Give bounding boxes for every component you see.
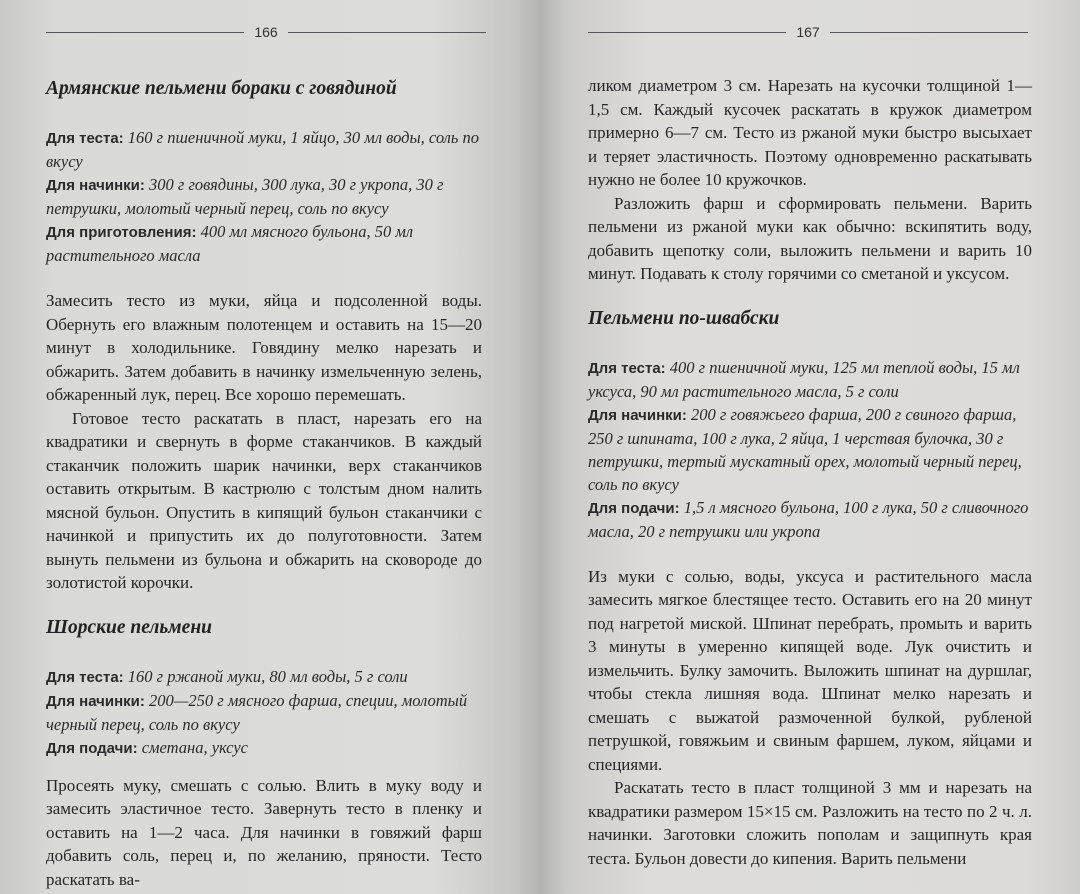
paragraph: Раскатать тесто в пласт толщиной 3 мм и нарезать на квадратики размером 15×15 см. Разложить на тесто по 2 ч. л. начинки. Заготовки сложить пополам и защипнуть края теста. Бульон довести до кипения. Варить пельмени bbox=[588, 778, 1032, 868]
paragraph: Просеять муку, смешать с солью. Влить в муку воду и замесить эластичное тесто. Завернуть тесто в пленку и оставить на 1—2 часа. Для начинки в говяжий фарш добавить соль, перец и, по желанию, пряности. Тесто раскатать ва- bbox=[46, 775, 482, 889]
ingredients-serve bbox=[46, 736, 482, 760]
recipe-title: Шорские пельмени bbox=[46, 616, 212, 638]
ingredients-label: Для начинки: bbox=[588, 406, 687, 424]
spacer bbox=[588, 543, 1032, 565]
header-rule bbox=[288, 32, 486, 33]
ingredients-label: Для теста: bbox=[588, 359, 666, 377]
ingredients-text: 200—250 г мясного фарша, специи, молотый черный перец, соль по вкусу bbox=[46, 690, 468, 734]
ingredients-dough bbox=[46, 665, 482, 689]
ingredients-label: Для теста: bbox=[46, 668, 124, 686]
ingredients-filling bbox=[46, 173, 482, 220]
ingredients-label: Для подачи: bbox=[588, 499, 680, 517]
ingredients-text: 160 г ржаной муки, 80 мл воды, 5 г соли bbox=[127, 666, 408, 686]
ingredients-text: сметана, уксус bbox=[141, 737, 248, 757]
ingredients-text: 200 г говяжьего фарша, 200 г свиного фарша, 250 г шпината, 100 г лука, 2 яйца, 1 черствая булочка, 30 г петрушки, тертый мускатный орех, молотый черный перец, соль по вкусу bbox=[588, 404, 1022, 494]
ingredients-text: 160 г пшеничной муки, 1 яйцо, 30 мл воды, соль по вкусу bbox=[46, 128, 479, 171]
ingredients-label: Для приготовления: bbox=[46, 224, 197, 241]
ingredients-dough bbox=[46, 126, 482, 173]
header-rule bbox=[46, 32, 244, 33]
recipe-title: Армянские пельмени бораки с говядиной bbox=[46, 78, 397, 99]
spacer bbox=[46, 267, 482, 289]
ingredients-text: 1,5 л мясного бульона, 100 г лука, 50 г сливочного масла, 20 г петрушки или укропа bbox=[588, 497, 1029, 541]
header-rule bbox=[588, 32, 786, 33]
ingredients-filling bbox=[46, 689, 482, 736]
ingredients-prep bbox=[46, 220, 482, 267]
spacer bbox=[46, 760, 482, 774]
paragraph: Из муки с солью, воды, уксуса и растительного масла замесить мягкое блестящее тесто. Оставить его на 20 минут под нагретой миской. Шпинат перебрать, промыть и варить 3 минуты в умеренно кипящей воде. Лук очистить и измельчить. Булку замочить. Выложить шпинат на дуршлаг, чтобы стекла лишняя вода. Шпинат мелко нарезать и смешать с выжатой размоченной булкой, рубленой петрушкой, говяжьим и свиным фаршем, луком, яйцами и специями. bbox=[588, 566, 1032, 774]
ingredients-serve bbox=[588, 496, 1032, 543]
right-page-header bbox=[588, 24, 1028, 40]
ingredients-dough bbox=[588, 356, 1032, 403]
ingredients-label: Для теста: bbox=[46, 130, 124, 147]
ingredients-label: Для начинки: bbox=[46, 692, 145, 710]
page-number: 166 bbox=[254, 24, 278, 40]
paragraph: Готовое тесто раскатать в пласт, нарезать его на квадратики и свернуть в форме стаканчиков. В каждый стаканчик положить шарик начинки, верх стаканчиков оставить открытым. В кастрюлю с толстым дном налить мясной бульон. Опустить в кипящий бульон стаканчики с начинкой и припустить их до полуготовности. Затем вынуть пельмени из бульона и обжарить на сковороде до золотистой корочки. bbox=[46, 408, 482, 592]
ingredients-text: 400 г пшеничной муки, 125 мл теплой воды, 15 мл уксуса, 90 мл растительного масла, 5 г соли bbox=[588, 357, 1020, 401]
paragraph: Замесить тесто из муки, яйца и подсоленной воды. Обернуть его влажным полотенцем и оставить на 15—20 минут в холодильнике. Говядину мелко нарезать и обжарить. Затем добавить в начинку измельченную зелень, обжаренный лук, перец. Все хорошо перемешать. bbox=[46, 291, 482, 404]
ingredients-text: 300 г говядины, 300 лука, 30 г укропа, 30 г петрушки, молотый черный перец, соль по вкусу bbox=[46, 175, 444, 218]
page-number: 167 bbox=[796, 24, 820, 40]
ingredients-text: 400 мл мясного бульона, 50 мл растительного масла bbox=[46, 222, 414, 265]
right-page bbox=[540, 0, 1080, 894]
paragraph: ликом диаметром 3 см. Нарезать на кусочки толщиной 1—1,5 см. Каждый кусочек раскатать в кружок диаметром примерно 6—7 см. Тесто из ржаной муки быстро высыхает и теряет эластичность. Поэтому одновременно раскатывать нужно не более 10 кружочков. bbox=[588, 76, 1032, 189]
recipe-title: Пельмени по-швабски bbox=[588, 307, 780, 329]
ingredients-label: Для начинки: bbox=[46, 177, 145, 194]
header-rule bbox=[830, 32, 1028, 33]
ingredients-label: Для подачи: bbox=[46, 739, 138, 757]
left-page-header bbox=[46, 24, 486, 40]
ingredients-filling bbox=[588, 403, 1032, 496]
paragraph: Разложить фарш и сформировать пельмени. Варить пельмени из ржаной муки как обычно: вскипятить воду, добавить щепотку соли, выложить пельмени и варить 10 минут. Подавать к столу горячими со сметаной и уксусом. bbox=[588, 193, 1032, 283]
